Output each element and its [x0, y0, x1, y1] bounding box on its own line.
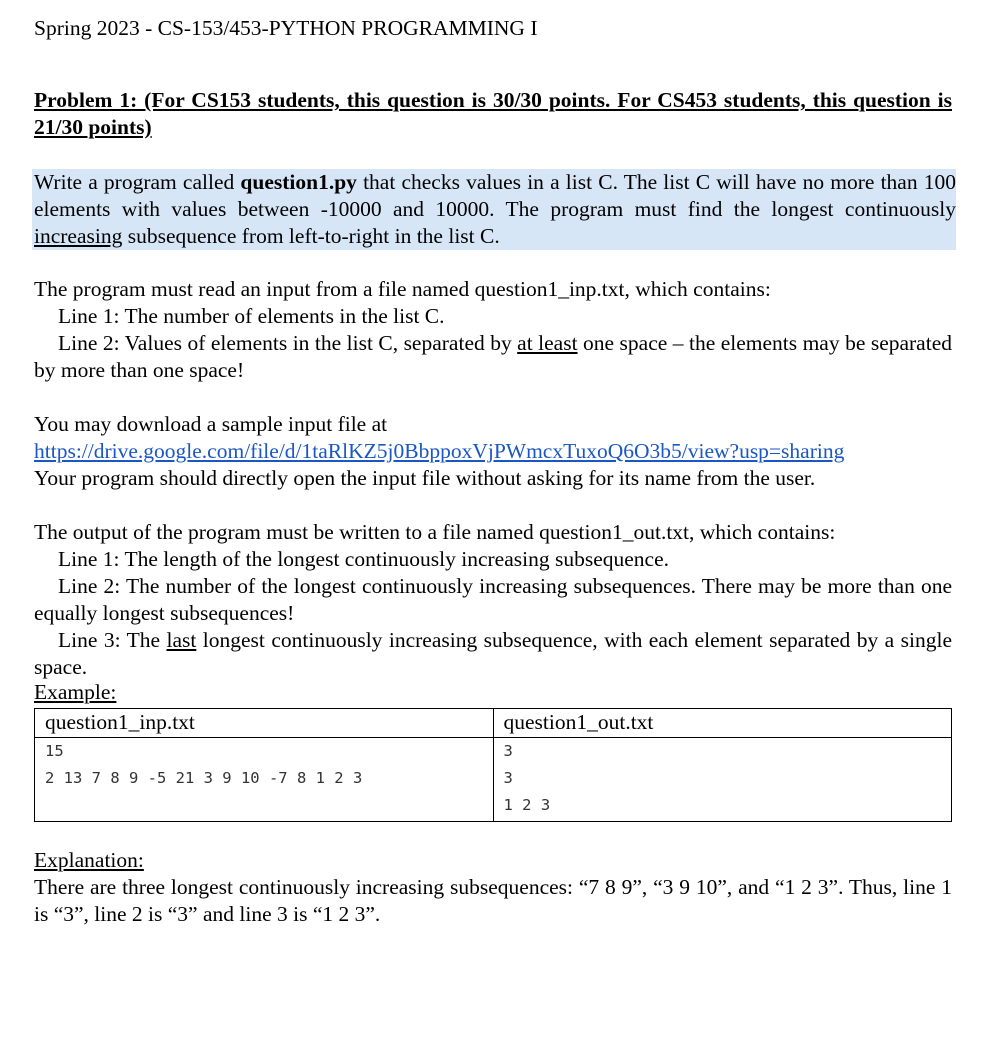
input-line2-text-b: one space – the elements may be separated by more than one space!: [34, 331, 952, 382]
output-line: 3: [503, 742, 513, 760]
input-spec-intro: The program must read an input from a file named question1_inp.txt, which contains:: [34, 277, 771, 301]
explanation-text: There are three longest continuously increasing subsequences: “7 8 9”, “3 9 10”, and “1 2 3”. Thus, line 1 is “3”, line 2 is “3” and line 3 is “1 2 3”.: [34, 875, 952, 926]
input-line: 2 13 7 8 9 -5 21 3 9 10 -7 8 1 2 3: [45, 769, 363, 787]
explanation-label: Explanation:: [34, 848, 144, 872]
output-spec-line2: Line 2: The number of the longest continuously increasing subsequences. There may be more than one equally longest subsequences!: [34, 574, 952, 625]
explanation-section: [34, 847, 952, 928]
output-file-contents: [493, 738, 952, 822]
example-table-header-row: [35, 709, 952, 738]
download-intro: You may download a sample input file at: [34, 412, 388, 436]
output-spec: [34, 519, 952, 703]
program-filename: question1.py: [240, 170, 357, 194]
input-line2-underlined: at least: [517, 331, 578, 355]
input-file-header: question1_inp.txt: [35, 709, 494, 738]
output-line3-text-b: longest continuously increasing subsequence, with each element separated by a single space.: [34, 628, 952, 679]
input-line2-text-a: Line 2: Values of elements in the list C, separated by: [58, 331, 518, 355]
input-spec: [34, 276, 952, 384]
underlined-increasing: increasing: [34, 224, 123, 248]
course-title: Spring 2023 - CS-153/453-PYTHON PROGRAMMING I: [34, 16, 538, 40]
output-line3-text-a: Line 3: The: [58, 628, 167, 652]
example-label: Example:: [34, 680, 117, 704]
description-part2: that checks values in a list C. The list C will have no more than 100 elements with values between -10000 and 10000. The program must find the longest continuously: [34, 170, 956, 221]
output-line3-underlined: last: [166, 628, 197, 652]
sample-file-link[interactable]: https://drive.google.com/file/d/1taRlKZ5j0BbppoxVjPWmcxTuxoQ6O3b5/view?usp=sharing: [34, 439, 845, 463]
description-part1: Write a program called: [34, 170, 241, 194]
input-spec-line1: Line 1: The number of elements in the list C.: [58, 304, 445, 328]
example-table: [34, 708, 952, 822]
example-table-body-row: [35, 738, 952, 822]
output-spec-line1: Line 1: The length of the longest continuously increasing subsequence.: [58, 547, 670, 571]
download-note: Your program should directly open the input file without asking for its name from the user.: [34, 466, 816, 490]
description-part3: subsequence from left-to-right in the list C.: [122, 224, 500, 248]
input-line: 15: [45, 742, 64, 760]
download-section: [34, 411, 952, 492]
output-line: 1 2 3: [503, 796, 551, 814]
output-spec-intro: The output of the program must be written to a file named question1_out.txt, which contains:: [34, 520, 836, 544]
output-file-header: question1_out.txt: [493, 709, 952, 738]
input-spec-line2: [34, 330, 952, 384]
output-spec-line3: [34, 627, 952, 681]
output-line: 3: [503, 769, 513, 787]
problem-heading: Problem 1: (For CS153 students, this question is 30/30 points. For CS453 students, this question is 21/30 points): [34, 88, 952, 139]
input-file-contents: [35, 738, 494, 822]
problem-description[interactable]: [32, 169, 956, 250]
